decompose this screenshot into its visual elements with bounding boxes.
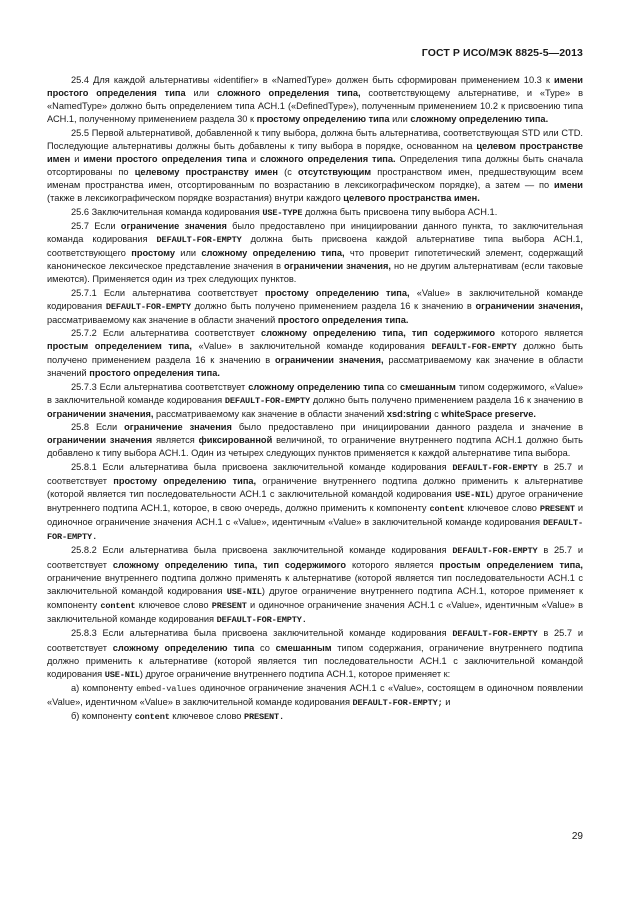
text-run: в 25.7 и соответствует	[47, 545, 583, 570]
code-keyword: DEFAULT-FOR-EMPTY	[452, 462, 538, 473]
bold-term: whiteSpace preserve.	[441, 408, 536, 419]
paragraph	[47, 74, 583, 127]
bold-term: xsd:string	[386, 408, 432, 419]
code-keyword: content	[100, 601, 136, 612]
text-run: должно быть получено применением раздела 16 к значению в	[190, 300, 476, 311]
bold-term: ограничении значения,	[475, 300, 583, 311]
code-keyword: PRESENT	[211, 601, 247, 612]
text-run: величиной, то ограничение внутреннего подтипа АСН.1 должно быть добавлено к типу выбора АСН.1. Один из четырех следующих пунктов применяется к каждой альтернативе типа выбора.	[47, 435, 583, 459]
text-run: рассматриваемому как значение в области значений	[153, 408, 387, 419]
code-keyword: DEFAULT-FOR-EMPTY.	[47, 518, 583, 543]
text-run: а) компоненту	[71, 683, 137, 694]
text-run: и одиночное ограничение значения АСН.1 с «Value», идентичным «Value» в заключительной команде кодирования	[47, 503, 583, 528]
bold-term: простого определения типа.	[89, 368, 220, 379]
text-run: в 25.7 и соответствует	[47, 628, 583, 653]
bold-term: сложному определению типа, тип содержимого	[112, 559, 347, 570]
text-run: типом содержания, ограничение внутреннего подтипа должно применить к альтернативе (которой является тип последовательности АСН.1 с заключительной командой кодирования	[47, 642, 583, 679]
text-run: 25.6 Заключительная команда кодирования	[71, 206, 263, 217]
code-keyword: PRESENT	[539, 504, 575, 514]
text-run: и	[442, 697, 451, 708]
bold-term: сложному определению типа,	[201, 248, 345, 259]
bold-term: простому определению типа,	[113, 475, 257, 486]
code-keyword: USE-TYPE	[262, 207, 303, 218]
page-number: 29	[571, 831, 583, 842]
text-run: 25.5 Первой альтернативой, добавленной к типу выбора, должна быть альтернатива, соответствующая STD или CTD. Последующие альтернативы должны быть добавлены к типу выбора в порядке, основанном на	[47, 127, 583, 151]
code-keyword: DEFAULT-FOR-EMPTY	[431, 342, 517, 353]
text-run: «Value» в заключительной команде кодирования	[191, 341, 432, 352]
text-run: должна быть присвоена каждой альтернативе типа выбора АСН.1, соответствующего	[47, 233, 583, 259]
bold-term: целевом пространстве имен	[47, 140, 583, 164]
bold-term: смешанным	[399, 381, 456, 392]
bold-term: имени простого определения типа	[47, 75, 583, 99]
text-run: б) компоненту	[71, 711, 135, 722]
text-run: 25.4 Для каждой альтернативы «identifier» в «NamedType» должен быть сформирован применением 10.3 к	[71, 75, 555, 85]
text-run: или	[185, 88, 218, 99]
paragraph	[47, 710, 583, 724]
bold-term: простому определению типа,	[264, 287, 410, 298]
code-keyword: DEFAULT-FOR-EMPTY	[105, 301, 191, 312]
bold-term: сложному определению типа, тип содержимого	[260, 327, 496, 338]
code-keyword: PRESENT.	[244, 712, 285, 723]
bold-term: ограничение значения	[124, 422, 232, 433]
text-run: и одиночное ограничение значения АСН.1 с «Value», идентичным «Value» в заключительной команде кодирования	[47, 600, 583, 625]
code-keyword: USE-NIL	[104, 669, 140, 680]
paragraph	[47, 220, 583, 287]
bold-term: простому	[131, 248, 175, 259]
paragraph	[47, 381, 583, 421]
paragraph	[47, 627, 583, 682]
text-run: но не другим альтернативам (если таковые имеются). Применяется один из трех следующих пунктов.	[47, 261, 583, 285]
text-run: 25.8 Если	[71, 422, 125, 433]
text-run: одиночное ограничение значения АСН.1 с «Value», состоящем в одиночном появлении «Value», идентичном «Value» в заключительной команде кодирования	[47, 683, 584, 708]
bold-term: имени простого определения типа	[83, 153, 247, 164]
text-run: со	[254, 642, 276, 653]
text-run: пространством имен, предшествующим всем именам пространства имен, отсортированным по возрастанию в лексикографическом порядке), а затем — по	[47, 167, 583, 191]
bold-term: целевого пространства имен.	[343, 193, 480, 204]
paragraph	[47, 327, 583, 381]
bold-term: сложному определению типа	[248, 381, 385, 392]
paragraph	[47, 421, 583, 460]
text-run: должно быть получено применением раздела 16 к значению в	[47, 341, 583, 366]
text-run: или	[389, 114, 411, 125]
paragraph	[47, 682, 583, 710]
text-run: 25.7.3 Если альтернатива соответствует	[71, 381, 249, 392]
text-run: рассматриваемому как значение в области значений	[47, 355, 583, 379]
text-run: 25.7.1 Если альтернатива соответствует	[71, 287, 265, 298]
text-run: или	[174, 248, 202, 259]
text-run: 25.7.2 Если альтернатива соответствует	[71, 327, 261, 338]
code-keyword: DEFAULT-FOR-EMPTY	[156, 234, 242, 245]
bold-term: простым определением типа,	[439, 559, 583, 570]
paragraph	[47, 287, 583, 327]
bold-term: ограничение значения	[120, 220, 227, 231]
bold-term: целевому пространству имен	[134, 167, 279, 178]
text-run: которого является	[346, 559, 440, 570]
page-header-title: ГОСТ Р ИСО/МЭК 8825-5—2013	[421, 47, 583, 59]
code-keyword: DEFAULT-FOR-EMPTY.	[216, 615, 307, 626]
text-run: «Value» в заключительной команде кодирования	[47, 287, 584, 311]
bold-term: сложному определению типа.	[410, 114, 549, 125]
code-keyword: USE-NIL	[455, 489, 491, 500]
text-run: рассматриваемому как значение в области значений	[47, 314, 278, 325]
text-run: и	[70, 153, 84, 164]
bold-term: сложному определению типа	[112, 642, 255, 653]
code-keyword: DEFAULT-FOR-EMPTY	[452, 546, 538, 557]
paragraph	[47, 127, 583, 206]
code-keyword: DEFAULT-FOR-EMPTY	[224, 395, 311, 406]
text-run: со	[384, 381, 400, 392]
text-run: (также в лексикографическом порядке возрастания) внутри каждого	[47, 193, 344, 204]
text-run: Определения типа должны быть сначала отсортированы по	[47, 153, 584, 178]
text-run: ограничение внутреннего подтипа должно применять к альтернативе (которой является тип последовательности АСН.1 с заключительной командой кодирования	[47, 572, 583, 596]
text-run: ) другое ограничение внутреннего подтипа АСН.1, которое применяет к:	[139, 668, 451, 679]
bold-term: сложного определения типа,	[217, 88, 361, 99]
text-run: должна быть присвоена типу выбора АСН.1.	[302, 206, 498, 217]
text-run: ключевое слово	[169, 711, 244, 722]
text-run: было предоставлено при инициировании данного пункта, то заключительная команда кодирования	[47, 220, 584, 244]
text-run: ограничение внутреннего подтипа должно применить к альтернативе (которой является тип последовательности АСН.1 с заключительной командой кодирования	[47, 475, 583, 499]
text-run: должно быть получено применением раздела 16 к значению в	[310, 394, 583, 405]
code-keyword: USE-NIL	[226, 586, 262, 597]
paragraph	[47, 461, 583, 545]
text-run: с	[431, 408, 442, 419]
bold-term: ограничении значения,	[284, 261, 391, 272]
code-keyword: content	[134, 712, 170, 723]
text-run: является	[152, 435, 199, 446]
text-run: ) другое ограничение внутреннего подтипа АСН.1, которое, в свою очередь, должно применить к компоненту	[47, 488, 583, 513]
text-run: соответствующему альтернативе, и «Type» в «NamedType» должно быть определением типа АСН.1 («DefinedType»), полученным применением 10.2 к присвоению типа АСН.1, полученному применением раздела 30 к	[47, 88, 583, 125]
text-run: (с	[278, 167, 298, 178]
bold-term: сложного определения типа.	[259, 153, 396, 164]
text-run: типом содержимого, «Value» в заключительной команде кодирования	[47, 381, 583, 405]
text-run: в 25.7 и соответствует	[47, 461, 583, 486]
code-keyword: DEFAULT-FOR-EMPTY;	[352, 698, 443, 709]
paragraph	[47, 544, 583, 627]
text-run: ) другое ограничение внутреннего подтипа АСН.1, которое применяет к компоненту	[47, 585, 583, 611]
bold-term: смешанным	[275, 642, 332, 653]
code-keyword: content	[429, 504, 465, 514]
text-run: 25.7 Если	[71, 220, 121, 231]
text-run: было предоставлено при инициировании данного раздела и значение в	[231, 422, 583, 433]
text-run: которого является	[495, 327, 584, 338]
text-run: ключевое слово	[135, 600, 212, 611]
text-run: 25.8.2 Если альтернатива была присвоена заключительной команде кодирования	[71, 545, 453, 556]
text-run: 25.8.1 Если альтернатива была присвоена заключительной команде кодирования	[71, 461, 453, 472]
bold-term: имени	[554, 180, 583, 191]
document-body	[47, 74, 583, 725]
text-run: 25.8.3 Если альтернатива была присвоена заключительной команде кодирования	[71, 628, 453, 639]
text-run: и	[246, 153, 260, 164]
text-run: ключевое слово	[464, 503, 540, 513]
code-keyword: embed-values	[136, 684, 197, 695]
bold-term: ограничении значения	[47, 435, 153, 446]
bold-term: простому определению типа	[256, 114, 390, 125]
paragraph	[47, 206, 583, 220]
bold-term: простого определения типа.	[277, 314, 409, 325]
bold-term: фиксированной	[198, 435, 273, 446]
bold-term: ограничении значения,	[47, 408, 154, 419]
bold-term: ограничении значения,	[274, 355, 384, 366]
bold-term: отсутствующим	[297, 167, 372, 178]
code-keyword: DEFAULT-FOR-EMPTY	[452, 629, 538, 640]
text-run: что проверит гипотетический элемент, содержащий каноническое лексическое представление значения в	[47, 248, 583, 272]
bold-term: простым определением типа,	[47, 341, 192, 352]
